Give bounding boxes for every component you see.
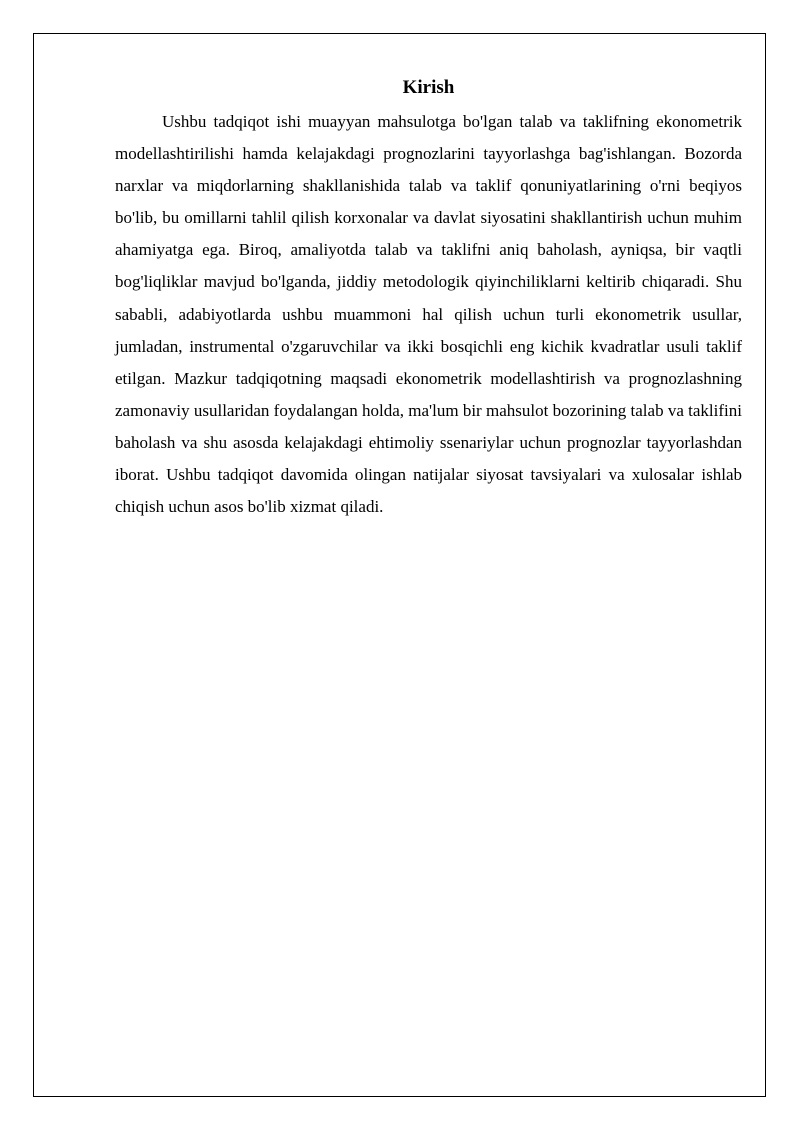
document-body — [115, 74, 742, 523]
section-heading: Kirish — [402, 77, 455, 98]
introduction-paragraph: Ushbu tadqiqot ishi muayyan mahsulotga bo'lgan talab va taklifning ekonometrik modellashtirilishi hamda kelajakdagi prognozlarini tayyorlashga bag'ishlangan. Bozorda narxlar va miqdorlarning shakllanishida talab va taklif qonuniyatlarining o'rni beqiyos bo'lib, bu omillarni tahlil qilish korxonalar va davlat siyosatini shakllantirish uchun muhim ahamiyatga ega. Biroq, amaliyotda talab va taklifni aniq baholash, ayniqsa, bir vaqtli bog'liqliklar mavjud bo'lganda, jiddiy metodologik qiyinchiliklarni keltirib chiqaradi. Shu sababli, adabiyotlarda ushbu muammoni hal qilish uchun turli ekonometrik usullar, jumladan, instrumental o'zgaruvchilar va ikki bosqichli eng kichik kvadratlar usuli taklif etilgan. Mazkur tadqiqotning maqsadi ekonometrik modellashtirish va prognozlashning zamonaviy usullaridan foydalangan holda, ma'lum bir mahsulot bozorining talab va taklifini baholash va shu asosda kelajakdagi ehtimoliy ssenariylar uchun prognozlar tayyorlashdan iborat. Ushbu tadqiqot davomida olingan natijalar siyosat tavsiyalari va xulosalar ishlab chiqish uchun asos bo'lib xizmat qiladi. — [115, 112, 742, 517]
